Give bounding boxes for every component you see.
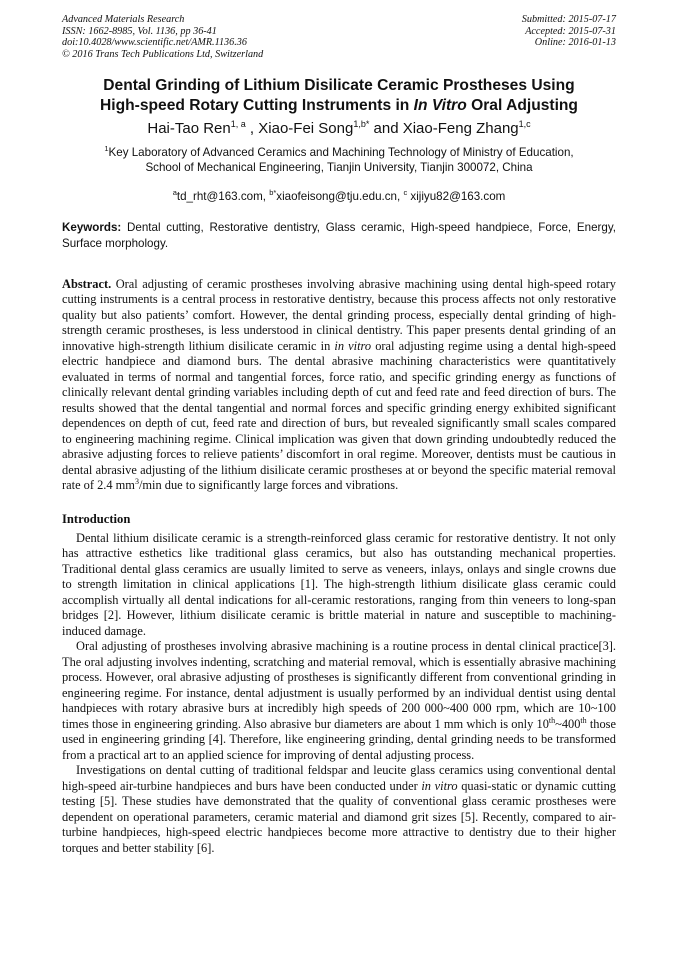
title-line-2 bbox=[62, 96, 616, 116]
intro-p3-text-b: quasi-static or dynamic cutting testing [5]. These studies have demonstrated that the quality of conventional glass ceramic prostheses were dependent on operational parameters, ceramic material and diamond grit sizes [5]. Recently, compared to air-turbine handpieces, high-speed electric handpieces become more attractive to dentistry due to their higher torques and better stability [6]. bbox=[62, 778, 616, 855]
publication-dates bbox=[522, 14, 616, 60]
keywords-text: Dental cutting, Restorative dentistry, Glass ceramic, High-speed handpiece, Force, Energy, Surface morphology. bbox=[62, 220, 616, 250]
author-3-sup: 1,c bbox=[518, 119, 531, 130]
author-3: Xiao-Feng Zhang bbox=[402, 120, 519, 138]
abstract-text-2: oral adjusting regime using a dental high-speed electric handpiece and diamond burs. The dental abrasive machining characteristics were quantitatively evaluated in terms of normal and tangential forces, force ratio, and specific grinding energy as functions of clinically relevant dental grinding variables including depth of cut and feed rate and feed direction of burs. The results showed that the dental tangential and normal forces and specific grinding energy exhibited significant dependences on depth of cut, feed rate and direction of burs, but revealed significantly small scales compared to engineering machining regime. Clinical implication was given that down grinding undoubtedly reduced the abrasive adjusting forces to relieve patients’ discomfort in oral regime. Moreover, dentists must be cautious in dental abrasive adjusting of the lithium disilicate ceramic prostheses at or beyond the specific material removal rate of 2.4 mm bbox=[62, 338, 616, 493]
abstract-sup: 3 bbox=[134, 476, 139, 486]
copyright: © 2016 Trans Tech Publications Ltd, Switzerland bbox=[62, 48, 264, 60]
section-heading-introduction: Introduction bbox=[62, 511, 131, 526]
paper-title bbox=[62, 76, 616, 116]
author-sep-1: , bbox=[245, 120, 259, 138]
affiliation-line-1 bbox=[62, 146, 616, 161]
intro-p2-sup-2: th bbox=[580, 715, 587, 725]
intro-paragraph-3 bbox=[62, 763, 616, 856]
intro-p2-text-a: Oral adjusting of prostheses involving abrasive machining is a routine process in dental clinical practice[3]. The oral adjusting involves indenting, scratching and material removal, which is essentially abrasive machining process. However, oral abrasive adjusting of prostheses is significantly different from conventional grinding in engineering regime. For instance, dental adjustment is usually performed by an individual dentist using dental handpieces with rotary abrasive burs at incredibly high speeds of 200 000~400 000 rpm, which are 10~100 times those in engineering grinding. Also abrasive bur diameters are about 1 mm which is only 10 bbox=[62, 639, 616, 731]
email-a-sup: a bbox=[172, 187, 177, 197]
abstract-label: Abstract. bbox=[62, 276, 112, 291]
online-date: Online: 2016-01-13 bbox=[534, 37, 616, 49]
email-a[interactable]: td_rht@163.com, bbox=[176, 189, 270, 203]
abstract-italic: in vitro bbox=[334, 338, 372, 353]
title-line-1: Dental Grinding of Lithium Disilicate Ceramic Prostheses Using bbox=[103, 77, 575, 95]
keywords bbox=[62, 220, 616, 252]
affiliation-text-1: Key Laboratory of Advanced Ceramics and Machining Technology of Ministry of Education, bbox=[108, 146, 574, 160]
author-2: Xiao-Fei Song bbox=[258, 120, 354, 138]
intro-paragraph-2 bbox=[62, 639, 616, 763]
keywords-label: Keywords: bbox=[62, 220, 122, 234]
email-b[interactable]: xiaofeisong@tju.edu.cn, bbox=[276, 189, 404, 203]
email-c-sup: c bbox=[403, 187, 408, 197]
email-b-sup: b* bbox=[269, 187, 277, 197]
email-c[interactable]: xijiyu82@163.com bbox=[407, 189, 506, 203]
affiliation bbox=[62, 146, 616, 175]
intro-p2-text-b: ~400 bbox=[555, 716, 581, 731]
title-line-2-prefix: High-speed Rotary Cutting Instruments in bbox=[100, 97, 414, 115]
author-1: Hai-Tao Ren bbox=[147, 120, 231, 138]
accepted-date: Accepted: 2015-07-31 bbox=[525, 25, 616, 37]
abstract bbox=[62, 277, 616, 494]
author-2-sup: 1,b* bbox=[353, 119, 370, 130]
intro-p3-italic: in vitro bbox=[421, 778, 458, 793]
affiliation-sup: 1 bbox=[104, 144, 109, 154]
author-list bbox=[62, 120, 616, 138]
issn: ISSN: 1662-8985, Vol. 1136, pp 36-41 bbox=[62, 25, 217, 37]
affiliation-line-2: School of Mechanical Engineering, Tianjin University, Tianjin 300072, China bbox=[145, 160, 533, 174]
author-emails bbox=[62, 187, 616, 204]
author-sep-2: and bbox=[369, 120, 403, 138]
journal-header bbox=[62, 14, 616, 60]
author-1-sup: 1, a bbox=[230, 119, 246, 130]
intro-p3-text-a: Investigations on dental cutting of traditional feldspar and leucite glass ceramics using conventional dental high-speed air-turbine handpieces and burs have been conducted under bbox=[62, 763, 616, 793]
paper-page bbox=[62, 14, 616, 856]
doi: doi:10.4028/www.scientific.net/AMR.1136.36 bbox=[62, 37, 247, 49]
title-line-2-suffix: Oral Adjusting bbox=[466, 97, 578, 115]
submitted-date: Submitted: 2015-07-17 bbox=[521, 14, 616, 25]
journal-info bbox=[62, 14, 263, 60]
intro-p2-text-c: those used in engineering grinding [4]. Therefore, like engineering grinding, dental grinding needs to be transformed from a practical art to an applied science for improving of dental adjusting process. bbox=[62, 716, 616, 762]
intro-paragraph-1: Dental lithium disilicate ceramic is a strength-reinforced glass ceramic for restorative dentistry. It not only has attractive esthetics like traditional glass ceramics, but also has outstanding mechanical properties. Traditional dental glass ceramics are usually limited to serve as veneers, inlays, onlays and single crowns due to strength limitation in clinical applications [1]. The high-strength lithium disilicate glass ceramic could accomplish virtually all dental indications for all-ceramic restorations, ranging from thin veneers to long-span bridges [2]. However, lithium disilicate ceramic is brittle material in nature and susceptible to machining-induced damage. bbox=[62, 530, 616, 638]
abstract-text-1: Oral adjusting of ceramic prostheses involving abrasive machining using dental high-speed rotary cutting instruments is a central process in restorative dentistry, because this process affects not only restorative quality but also patients’ comfort. However, the dental grinding process, especially dental grinding of high-strength ceramic prostheses, is less understood in clinical dentistry. This paper presents dental grinding of an innovative high-strength lithium disilicate ceramic in bbox=[62, 276, 616, 353]
journal-name: Advanced Materials Research bbox=[62, 14, 185, 25]
intro-p2-sup-1: th bbox=[548, 715, 556, 725]
title-line-2-italic: In Vitro bbox=[413, 97, 467, 115]
abstract-text-3: /min due to significantly large forces and vibrations. bbox=[138, 478, 399, 493]
